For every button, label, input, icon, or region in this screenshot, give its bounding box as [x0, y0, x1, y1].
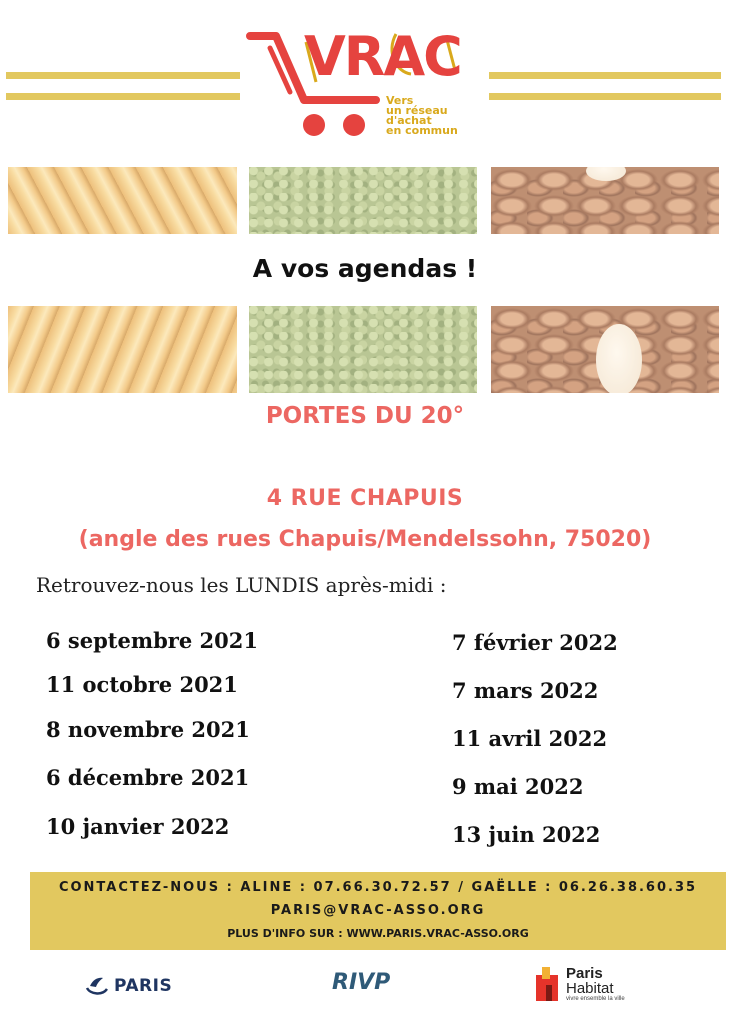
logo-tagline: [386, 96, 486, 136]
paris-habitat-logo: [534, 965, 644, 1005]
paris-habitat-text-2: Habitat: [566, 980, 614, 997]
contact-email[interactable]: PARIS@VRAC-ASSO.ORG: [270, 903, 486, 918]
intro-text: Retrouvez-nous les LUNDIS après-midi :: [36, 573, 447, 597]
paris-ship-icon: [84, 974, 110, 998]
tagline-line: d'achat: [386, 114, 432, 127]
date-item: 6 septembre 2021: [46, 628, 258, 653]
paris-habitat-tagline: vivre ensemble la ville: [566, 996, 625, 1002]
contact-banner: [30, 872, 726, 950]
pasta-photo: [8, 167, 237, 234]
header-stripe-right-top: [489, 72, 721, 79]
venue-name: PORTES DU 20°: [265, 403, 465, 429]
venue-street: 4 RUE CHAPUIS: [266, 486, 464, 511]
split-peas-photo: [249, 306, 477, 393]
header-stripe-left-bottom: [6, 93, 240, 100]
header-stripe-left-top: [6, 72, 240, 79]
split-peas-photo: [249, 167, 477, 234]
logo-brand-text: VRAC: [304, 25, 461, 88]
almonds-photo: [491, 167, 719, 234]
venue-detail: (angle des rues Chapuis/Mendelssohn, 75020): [78, 527, 652, 552]
date-item: 7 février 2022: [452, 630, 618, 655]
paris-habitat-text-1: Paris: [566, 965, 603, 982]
pasta-photo: [8, 306, 237, 393]
contact-website[interactable]: PLUS D'INFO SUR : WWW.PARIS.VRAC-ASSO.ORG: [227, 927, 529, 940]
date-item: 10 janvier 2022: [46, 814, 230, 839]
almonds-photo: [491, 306, 719, 393]
date-item: 11 octobre 2021: [46, 672, 238, 697]
tagline-line: un réseau: [386, 104, 448, 117]
paris-logo: [84, 972, 172, 1000]
header-stripe-right-bottom: [489, 93, 721, 100]
date-item: 8 novembre 2021: [46, 717, 250, 742]
paris-habitat-icon: [534, 965, 564, 1003]
tagline-line: Vers: [386, 94, 414, 107]
tagline-line: en commun: [386, 124, 458, 137]
paris-logo-text: PARIS: [114, 976, 173, 996]
date-item: 9 mai 2022: [452, 774, 584, 799]
rivp-logo: RIVP: [332, 970, 391, 995]
date-item: 11 avril 2022: [452, 726, 608, 751]
page-title: A vos agendas !: [252, 254, 478, 283]
date-item: 13 juin 2022: [452, 822, 601, 847]
date-item: 7 mars 2022: [452, 678, 599, 703]
date-item: 6 décembre 2021: [46, 765, 250, 790]
contact-phones: CONTACTEZ-NOUS : ALINE : 07.66.30.72.57 / GAËLLE : 06.26.38.60.35: [58, 880, 698, 895]
